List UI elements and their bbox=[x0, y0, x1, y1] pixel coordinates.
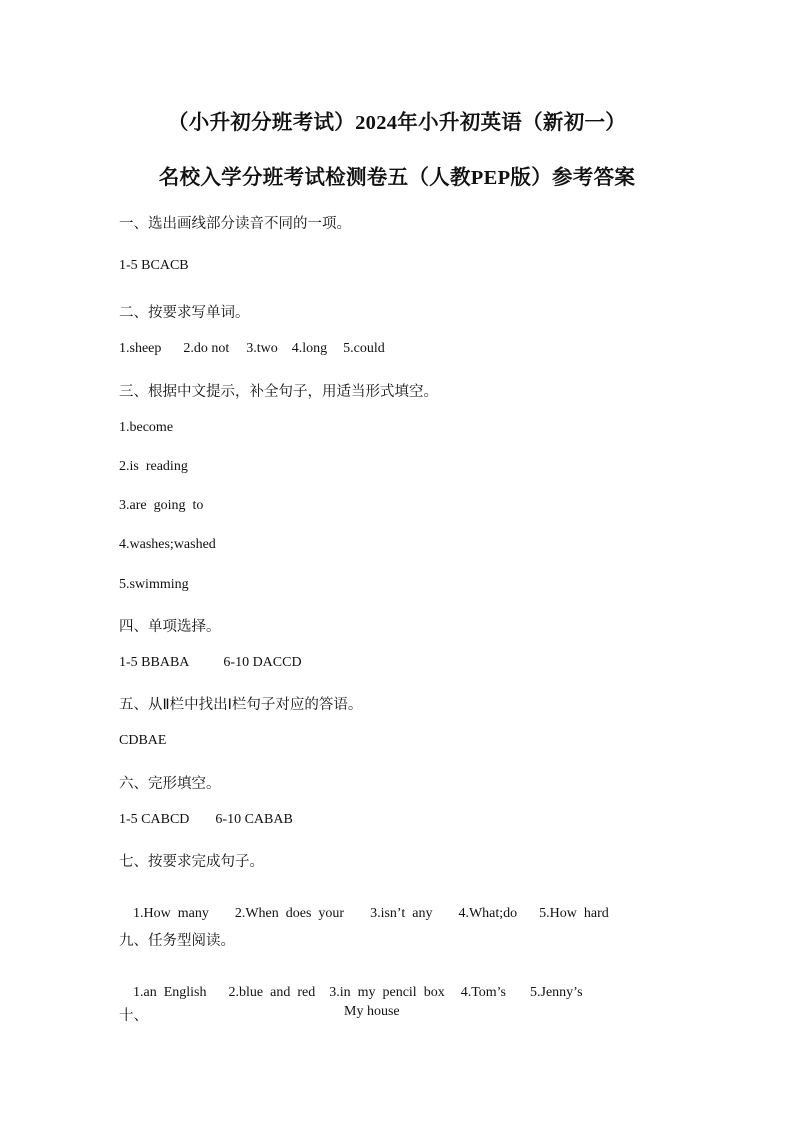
section-9-answer-4: 4.Tom’s bbox=[460, 985, 507, 1000]
section-3-answer-3: 3.are going to bbox=[119, 498, 204, 513]
section-7-answer-2: 2.When does your bbox=[234, 906, 345, 921]
section-7-heading: 七、按要求完成句子。 bbox=[119, 854, 264, 870]
section-4-answers bbox=[119, 655, 302, 671]
section-5-heading: 五、从Ⅱ栏中找出Ⅰ栏句子对应的答语。 bbox=[119, 697, 363, 713]
section-10-heading: 十、 bbox=[119, 1008, 148, 1024]
section-2-answer-2: 2.do not bbox=[183, 341, 230, 356]
section-7-answer-3: 3.isn’t any bbox=[370, 906, 433, 921]
document-title-line-1: （小升初分班考试）2024年小升初英语（新初一） bbox=[167, 112, 627, 134]
section-7-answer-5: 5.How hard bbox=[539, 906, 609, 921]
section-9-heading: 九、任务型阅读。 bbox=[119, 933, 235, 949]
section-2-answer-5: 5.could bbox=[343, 341, 385, 356]
section-6-heading: 六、完形填空。 bbox=[119, 776, 221, 792]
section-7-answer-4: 4.What;do bbox=[458, 906, 518, 921]
section-3-answer-1: 1.become bbox=[119, 420, 174, 435]
section-5-answer: CDBAE bbox=[119, 733, 167, 748]
section-9-answer-1: 1.an English bbox=[133, 985, 207, 1000]
section-10-essay-title: My house bbox=[344, 1004, 400, 1019]
section-6-answers bbox=[119, 812, 293, 828]
section-3-answer-4: 4.washes;washed bbox=[119, 537, 216, 552]
section-2-answer-3: 3.two bbox=[246, 341, 278, 356]
section-4-heading: 四、单项选择。 bbox=[119, 619, 221, 635]
section-3-heading: 三、根据中文提示，补全句子，用适当形式填空。 bbox=[119, 384, 438, 400]
section-4-answer-6-10: 6-10 DACCD bbox=[223, 655, 302, 670]
section-2-heading: 二、按要求写单词。 bbox=[119, 305, 250, 321]
section-4-answer-1-5: 1-5 BBABA bbox=[119, 655, 190, 670]
section-2-answers bbox=[119, 341, 385, 357]
section-9-answer-5: 5.Jenny’s bbox=[530, 985, 583, 1000]
section-2-answer-1: 1.sheep bbox=[119, 341, 162, 356]
section-9-answer-3: 3.in my pencil box bbox=[329, 985, 445, 1000]
section-2-answer-4: 4.long bbox=[291, 341, 328, 356]
section-1-answer: 1-5 BCACB bbox=[119, 258, 189, 273]
section-7-answer-1: 1.How many bbox=[133, 906, 209, 921]
section-3-answer-5: 5.swimming bbox=[119, 577, 189, 592]
section-6-answer-1-5: 1-5 CABCD bbox=[119, 812, 190, 827]
section-1-heading: 一、选出画线部分读音不同的一项。 bbox=[119, 216, 351, 232]
section-9-answer-2: 2.blue and red bbox=[228, 985, 316, 1000]
section-6-answer-6-10: 6-10 CABAB bbox=[215, 812, 293, 827]
document-title-line-2: 名校入学分班考试检测卷五（人教PEP版）参考答案 bbox=[158, 167, 636, 189]
section-3-answer-2: 2.is reading bbox=[119, 459, 188, 474]
